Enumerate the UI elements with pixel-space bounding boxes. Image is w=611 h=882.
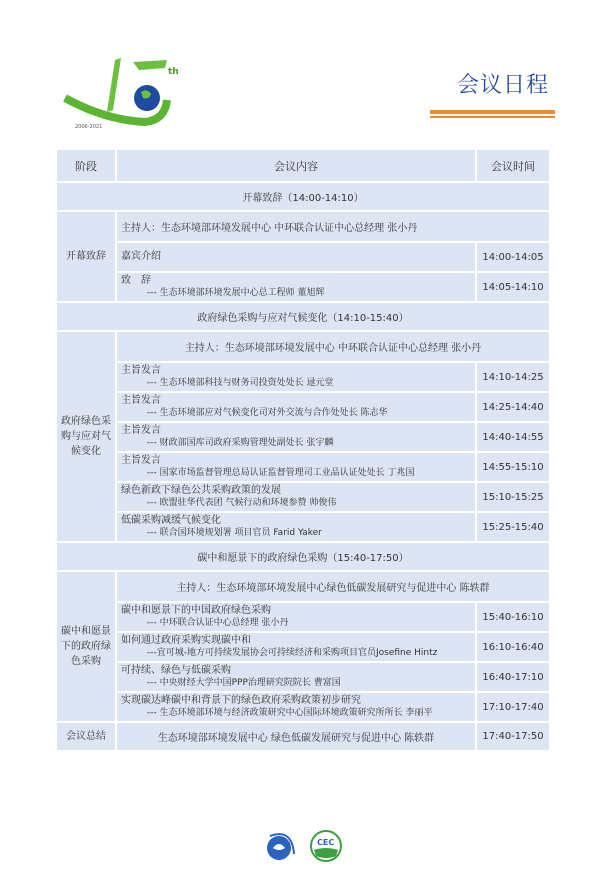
table-row (56, 422, 550, 452)
agenda-item (116, 272, 476, 302)
svg-text:2006-2021: 2006-2021 (75, 124, 103, 130)
agenda-time: 14:05-14:10 (476, 272, 550, 302)
agenda-speaker: --- 财政部国库司政府采购管理处副处长 张宇麟 (147, 438, 334, 448)
agenda-time: 15:25-15:40 (476, 512, 550, 542)
dove-globe-logo (262, 828, 298, 864)
agenda-speaker: --- 生态环境部环境与经济政策研究中心国际环境政策研究所所长 李丽平 (147, 708, 433, 718)
anniversary-logo (55, 50, 185, 140)
stage-label: 政府绿色采购与应对气候变化 (56, 331, 116, 542)
agenda-speaker: --- 国家市场监督管理总局认证监督管理司工业品认证处处长 丁兆国 (147, 468, 415, 478)
agenda-speaker: --- 联合国环境规划署 项目官员 Farid Yaker (147, 528, 322, 538)
agenda-speaker: --- 生态环境部环境发展中心总工程师 董旭辉 (147, 288, 325, 298)
agenda-speaker: ---宜可城-地方可持续发展协会可持续经济和采购项目官员Josefine Hintz (147, 648, 438, 658)
agenda-time: 14:10-14:25 (476, 362, 550, 392)
agenda-topic: 主旨发言 (121, 455, 161, 466)
section-title: 碳中和愿景下的政府绿色采购（15:40-17:50） (56, 542, 550, 571)
cec-logo (308, 828, 344, 864)
agenda-item (116, 632, 476, 662)
host-text: 主持人：生态环境部环境发展中心 中环联合认证中心总经理 张小丹 (116, 331, 550, 362)
agenda-speaker: --- 生态环境部应对气候变化司对外交流与合作处处长 陈志华 (147, 408, 388, 418)
agenda-topic: 致 辞 (121, 275, 151, 286)
agenda-topic: 低碳采购减缓气候变化 (121, 515, 221, 526)
agenda-topic: 嘉宾介绍 (121, 251, 161, 262)
table-row (56, 602, 550, 632)
agenda-time: 14:55-15:10 (476, 452, 550, 482)
agenda-item (116, 362, 476, 392)
agenda-time: 14:40-14:55 (476, 422, 550, 452)
agenda-item (116, 392, 476, 422)
agenda-topic: 主旨发言 (121, 395, 161, 406)
title-underline-thin (430, 116, 555, 118)
agenda-topic: 绿色新政下绿色公共采购政策的发展 (121, 485, 281, 496)
agenda-time: 17:10-17:40 (476, 692, 550, 722)
agenda-topic: 如何通过政府采购实现碳中和 (121, 635, 251, 646)
agenda-speaker: --- 中央财经大学中国PPP治理研究院院长 曹富国 (147, 678, 341, 688)
agenda-item (116, 482, 476, 512)
agenda-topic: 主旨发言 (121, 365, 161, 376)
agenda-topic: 可持续、绿色与低碳采购 (121, 665, 231, 676)
host-text: 主持人：生态环境部环境发展中心 中环联合认证中心总经理 张小丹 (116, 211, 550, 242)
table-row (56, 392, 550, 422)
table-row (56, 272, 550, 302)
agenda-item (116, 602, 476, 632)
agenda-item (116, 452, 476, 482)
table-header (56, 149, 550, 182)
agenda-topic: 主旨发言 (121, 425, 161, 436)
section-title: 开幕致辞（14:00-14:10） (56, 182, 550, 211)
header-stage: 阶段 (56, 149, 116, 182)
host-row (56, 331, 550, 362)
section-title-row (56, 542, 550, 571)
agenda-time: 15:40-16:10 (476, 602, 550, 632)
page-title: 会议日程 (456, 73, 549, 98)
agenda-speaker: --- 生态环境部科技与财务司投资处处长 逯元堂 (147, 378, 334, 388)
agenda-item (116, 692, 476, 722)
header-content: 会议内容 (116, 149, 476, 182)
agenda-speaker: --- 欧盟驻华代表团 气候行动和环境参赞 帅俊伟 (147, 498, 337, 508)
host-text: 主持人：生态环境部环境发展中心绿色低碳发展研究与促进中心 陈轶群 (116, 571, 550, 602)
stage-label: 开幕致辞 (56, 211, 116, 302)
table-row (56, 512, 550, 542)
agenda-time: 15:10-15:25 (476, 482, 550, 512)
agenda-item (116, 422, 476, 452)
svg-text:CEC: CEC (317, 838, 335, 847)
table-row (56, 452, 550, 482)
summary-stage: 会议总结 (56, 722, 116, 751)
agenda-topic: 碳中和愿景下的中国政府绿色采购 (121, 605, 271, 616)
summary-row (56, 722, 550, 751)
agenda-item (116, 512, 476, 542)
agenda-time: 16:10-16:40 (476, 632, 550, 662)
agenda-speaker: --- 中环联合认证中心总经理 张小丹 (147, 618, 289, 628)
table-row (56, 692, 550, 722)
stage-label: 碳中和愿景下的政府绿色采购 (56, 571, 116, 722)
header-time: 会议时间 (476, 149, 550, 182)
footer-logos (262, 828, 344, 864)
svg-text:th: th (168, 67, 179, 77)
summary-content: 生态环境部环境发展中心 绿色低碳发展研究与促进中心 陈轶群 (116, 722, 476, 751)
table-row (56, 632, 550, 662)
agenda-time: 16:40-17:10 (476, 662, 550, 692)
section-title-row (56, 302, 550, 331)
agenda-time: 14:25-14:40 (476, 392, 550, 422)
section-title: 政府绿色采购与应对气候变化（14:10-15:40） (56, 302, 550, 331)
table-row (56, 242, 550, 272)
agenda-topic: 实现碳达峰碳中和背景下的绿色政府采购政策初步研究 (121, 695, 361, 706)
section-title-row (56, 182, 550, 211)
agenda-time: 14:00-14:05 (476, 242, 550, 272)
table-row (56, 482, 550, 512)
table-row (56, 362, 550, 392)
title-underline (430, 110, 555, 114)
host-row (56, 211, 550, 242)
agenda-table (55, 148, 551, 752)
host-row (56, 571, 550, 602)
agenda-item (116, 242, 476, 272)
table-row (56, 662, 550, 692)
summary-time: 17:40-17:50 (476, 722, 550, 751)
agenda-item (116, 662, 476, 692)
